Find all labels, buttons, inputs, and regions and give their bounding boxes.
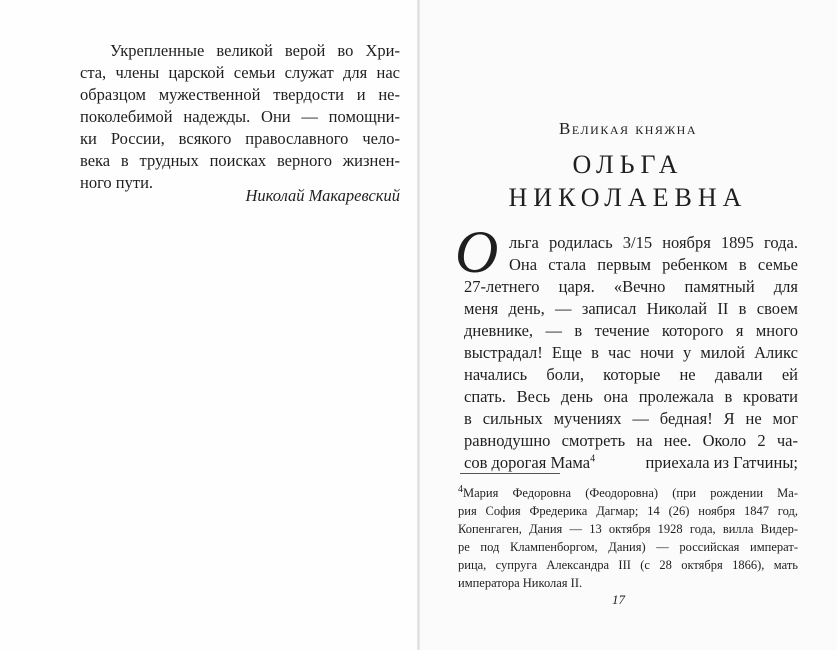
- footnote-line: рица, супруга Александра III (с 28 октября 1866), мать: [458, 558, 798, 572]
- paragraph-line: поколебимой надежды. Они — помощни-: [80, 107, 400, 126]
- body-line-part: приехала из Гатчины;: [645, 453, 798, 472]
- paragraph-line: ки России, всякого православного чело-: [80, 129, 400, 148]
- paragraph-line: образцом мужественной твердости и не-: [80, 85, 400, 104]
- paragraph-line: века в трудных поисках верного жизнен-: [80, 151, 400, 170]
- footnote-line: Копенгаген, Дания — 13 октября 1928 года, вилла Видер-: [458, 522, 798, 536]
- author-signature: Николай Макаревский: [245, 186, 400, 205]
- footnote-line: [458, 484, 798, 502]
- body-line: Она стала первым ребенком в семье: [509, 255, 798, 274]
- book-gutter: [417, 0, 420, 650]
- footnote-line: императора Николая II.: [458, 576, 583, 590]
- body-line: начались боли, которые не давали ей: [464, 365, 798, 384]
- footnote-line-text: Мария Федоровна (Феодоровна) (при рождении Ма-: [463, 486, 798, 500]
- body-line: равнодушно смотреть на нее. Около 2 ча-: [464, 431, 798, 450]
- footnote-line: рия София Фредерика Дагмар; 14 (26) ноября 1847 год,: [458, 504, 798, 518]
- paragraph-line: ного пути.: [80, 173, 154, 192]
- chapter-title-line-2: НИКОЛАЕВНА: [508, 183, 748, 212]
- page-number: 17: [612, 592, 625, 607]
- body-line-part: сов дорогая Мама: [464, 453, 591, 472]
- paragraph-line: Укрепленные великой верой во Хри-: [110, 41, 400, 60]
- body-line: в сильных мучениях — бедная! Я не мог: [464, 409, 798, 428]
- body-line: льга родилась 3/15 ноября 1895 года.: [509, 233, 798, 252]
- footnote-line: ре под Клампенборгом, Дания) — российская императ-: [458, 540, 798, 554]
- body-line: спать. Весь день она пролежала в кровати: [464, 387, 798, 406]
- chapter-title-line-1: ОЛЬГА: [572, 150, 684, 179]
- body-line: выстрадал! Еще в час ночи у милой Аликс: [464, 343, 798, 362]
- body-line: 27-летнего царя. «Вечно памятный для: [464, 277, 798, 296]
- body-line: дневнике, — в течение которого я много: [464, 321, 798, 340]
- drop-cap: О: [455, 219, 499, 285]
- paragraph-line: ста, члены царской семьи служат для нас: [80, 63, 400, 82]
- footnote-separator: [460, 473, 560, 474]
- chapter-subtitle: Великая княжна: [559, 119, 697, 138]
- footnote-number: 4: [458, 483, 463, 495]
- body-line-with-footnote: [464, 452, 798, 474]
- body-line: меня день, — записал Николай II в своем: [464, 299, 798, 318]
- footnote-reference: 4: [590, 453, 596, 465]
